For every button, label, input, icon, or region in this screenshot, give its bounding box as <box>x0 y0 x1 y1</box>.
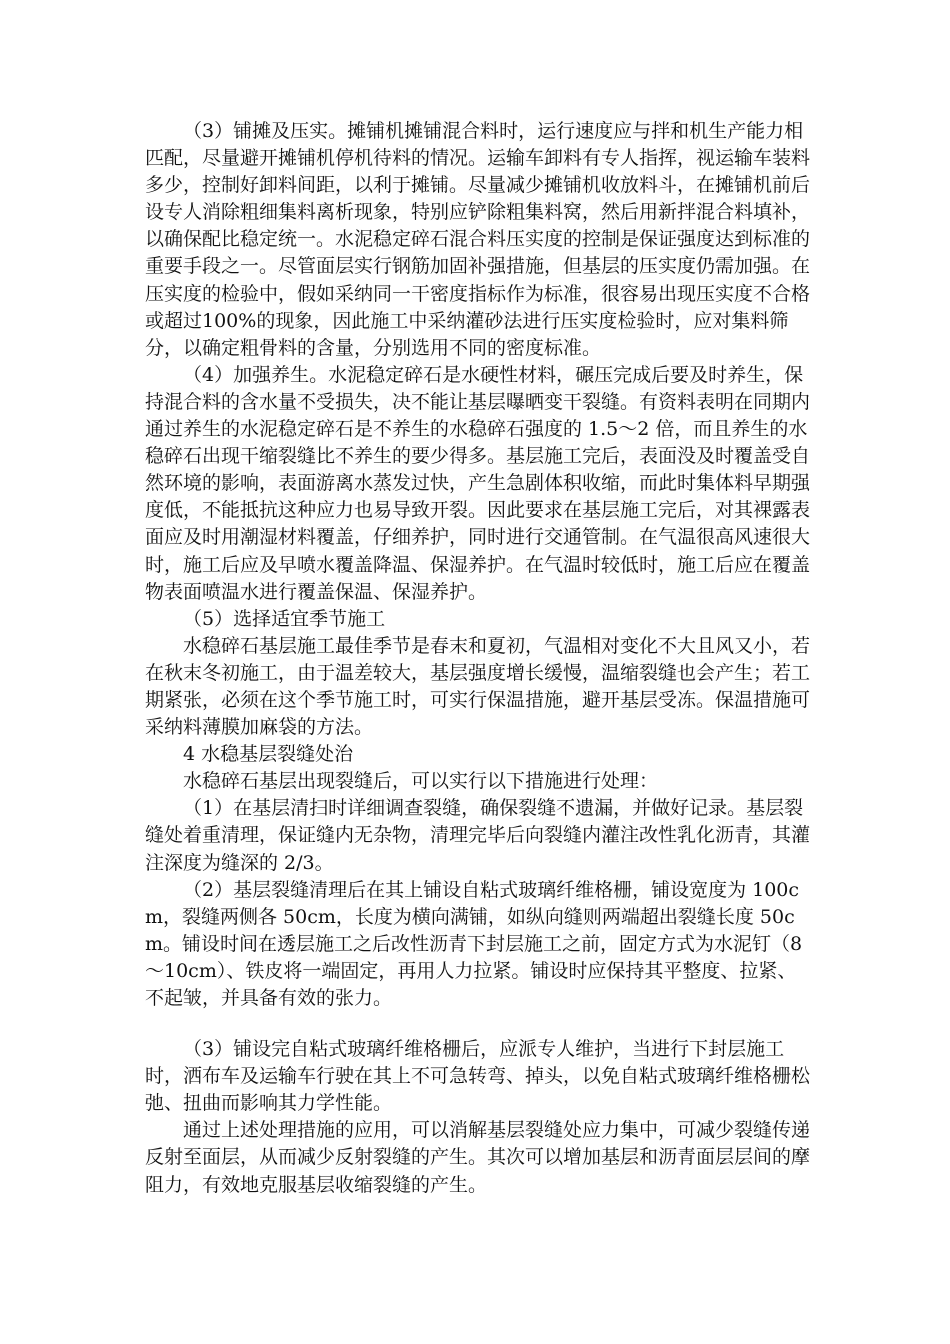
section-heading-crack-treatment: 4 水稳基层裂缝处治 <box>183 743 354 766</box>
paragraph-conclusion: 通过上述处理措施的应用，可以消解基层裂缝处应力集中，可减少裂缝传递反射至面层，从而减少反射裂缝的产生。其次可以增加基层和沥青面层层间的摩阻力，有效地克服基层收缩裂缝的产生。 <box>145 1119 811 1196</box>
document-body <box>145 118 811 1199</box>
paragraph-paving-compaction: （3）铺摊及压实。摊铺机摊铺混合料时，运行速度应与拌和机生产能力相匹配，尽量避开摊铺机停机待料的情况。运输车卸料有专人指挥，视运输车装料多少，控制好卸料间距，以利于摊铺。尽量减少摊铺机收放料斗，在摊铺机前后设专人消除粗细集料离析现象，特别应铲除粗集料窝，然后用新拌混合料填补，以确保配比稳定统一。水泥稳定碎石混合料压实度的控制是保证强度达到标准的重要手段之一。尽管面层实行钢筋加固补强措施，但基层的压实度仍需加强。在压实度的检验中，假如采纳同一干密度指标作为标准，很容易出现压实度不合格或超过100%的现象，因此施工中采纳灌砂法进行压实度检验时，应对集料筛分，以确定粗骨料的含量，分别选用不同的密度标准。 <box>145 120 811 359</box>
paragraph-crack-intro: 水稳碎石基层出现裂缝后，可以实行以下措施进行处理： <box>183 770 659 793</box>
blank-line <box>145 1012 811 1036</box>
paragraph-crack-step-3: （3）铺设完自粘式玻璃纤维格栅后，应派专人维护，当进行下封层施工时，洒布车及运输车行驶在其上不可急转弯、掉头，以免自粘式玻璃纤维格栅松弛、扭曲而影响其力学性能。 <box>145 1038 811 1115</box>
paragraph-season-body: 水稳碎石基层施工最佳季节是春末和夏初，气温相对变化不大且风又小，若在秋末冬初施工，由于温差较大，基层强度增长缓慢，温缩裂缝也会产生；若工期紧张，必须在这个季节施工时，可实行保温措施，避开基层受冻。保温措施可采纳料薄膜加麻袋的方法。 <box>145 634 811 739</box>
paragraph-crack-step-2: （2）基层裂缝清理后在其上铺设自粘式玻璃纤维格栅，铺设宽度为 100cm，裂缝两侧各 50cm，长度为横向满铺，如纵向缝则两端超出裂缝长度 50cm。铺设时间在透层施工之后改性沥青下封层施工之前，固定方式为水泥钉（8～10cm）、铁皮将一端固定，再用人力拉紧。铺设时应保持其平整度、拉紧、不起皱，并具备有效的张力。 <box>145 878 803 1009</box>
paragraph-crack-step-1: （1）在基层清扫时详细调查裂缝，确保裂缝不遗漏，并做好记录。基层裂缝处着重清理，保证缝内无杂物，清理完毕后向裂缝内灌注改性乳化沥青，其灌注深度为缝深的 2/3。 <box>145 797 811 874</box>
paragraph-curing: （4）加强养生。水泥稳定碎石是水硬性材料，碾压完成后要及时养生，保持混合料的含水量不受损失，决不能让基层曝晒变干裂缝。有资料表明在同期内通过养生的水泥稳定碎石是不养生的水稳碎石强度的 1.5～2 倍，而且养生的水稳碎石出现干缩裂缝比不养生的要少得多。基层施工完后，表面没及时覆盖受自然环境的影响，表面游离水蒸发过快，产生急剧体积收缩，而此时集体料早期强度低，不能抵抗这种应力也易导致开裂。因此要求在基层施工完后，对其裸露表面应及时用潮湿材料覆盖，仔细养护，同时进行交通管制。在气温很高风速很大时，施工后应及早喷水覆盖降温、保湿养护。在气温时较低时，施工后应在覆盖物表面喷温水进行覆盖保温、保湿养护。 <box>145 363 811 603</box>
paragraph-season-heading: （5）选择适宜季节施工 <box>183 607 386 630</box>
